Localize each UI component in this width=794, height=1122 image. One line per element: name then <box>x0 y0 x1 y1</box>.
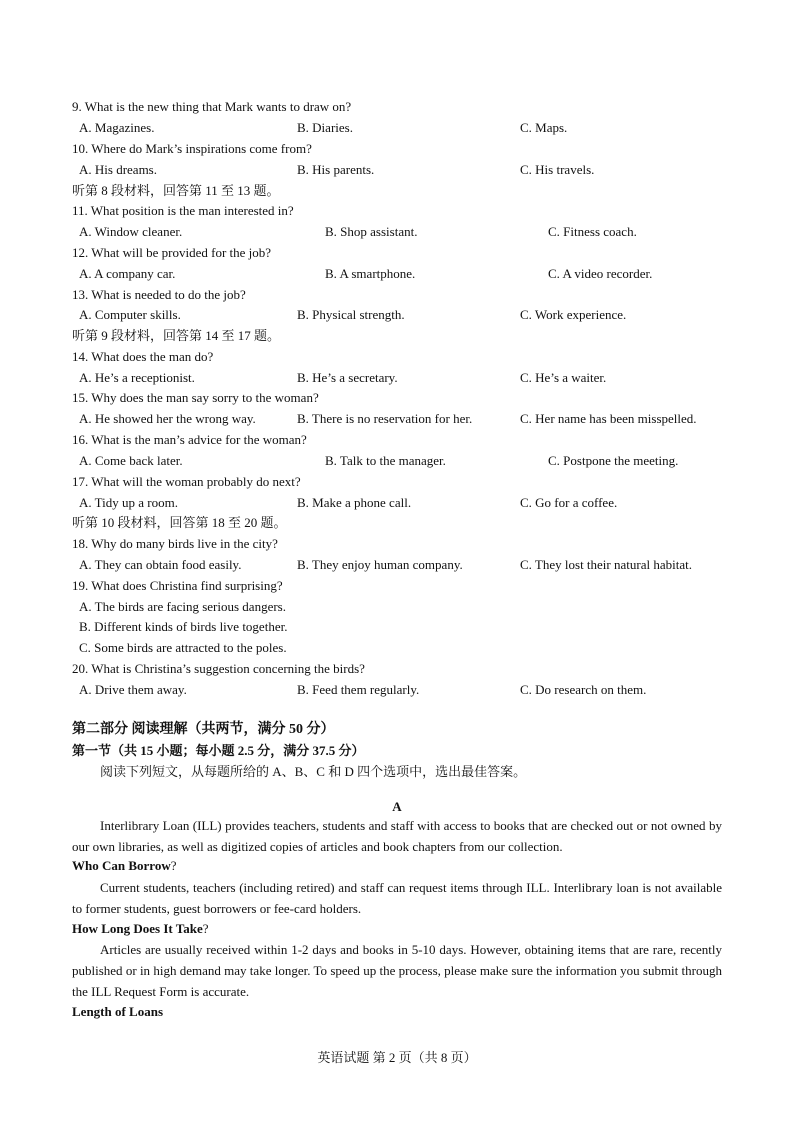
q13-option-b: B. Physical strength. <box>297 307 405 322</box>
q19-option-c: C. Some birds are attracted to the poles. <box>79 640 287 655</box>
question-14: 14. What does the man do? <box>72 349 214 364</box>
q19-option-a: A. The birds are facing serious dangers. <box>79 599 286 614</box>
heading-who-can-borrow-text: Who Can Borrow <box>72 858 171 873</box>
q12-option-c: C. A video recorder. <box>548 266 653 281</box>
q11-option-b: B. Shop assistant. <box>325 224 418 239</box>
part2-title: 第二部分 阅读理解（共两节，满分 50 分） <box>72 722 335 737</box>
passage-label: A <box>392 799 402 814</box>
heading-how-long-text: How Long Does It Take <box>72 921 203 936</box>
q13-option-c: C. Work experience. <box>520 307 627 322</box>
q18-option-c: C. They lost their natural habitat. <box>520 557 692 572</box>
directions: 阅读下列短文，从每题所给的 A、B、C 和 D 四个选项中，选出最佳答案。 <box>100 764 527 779</box>
q16-option-a: A. Come back later. <box>79 453 183 468</box>
question-9: 9. What is the new thing that Mark wants to draw on? <box>72 99 352 114</box>
question-17: 17. What will the woman probably do next? <box>72 474 301 489</box>
instruction-10: 听第 10 段材料，回答第 18 至 20 题。 <box>72 515 287 530</box>
q20-option-a: A. Drive them away. <box>79 682 187 697</box>
instruction-9: 听第 9 段材料，回答第 14 至 17 题。 <box>72 328 281 343</box>
q10-option-a: A. His dreams. <box>79 162 157 177</box>
q12-option-a: A. A company car. <box>79 266 176 281</box>
q17-option-c: C. Go for a coffee. <box>520 495 618 510</box>
q13-option-a: A. Computer skills. <box>79 307 181 322</box>
question-10: 10. Where do Mark’s inspirations come from? <box>72 141 312 156</box>
q11-option-c: C. Fitness coach. <box>548 224 637 239</box>
question-18: 18. Why do many birds live in the city? <box>72 536 278 551</box>
passage-paragraph-1: Interlibrary Loan (ILL) provides teachers, students and staff with access to books that are checked out or not owned by our own libraries, as well as digitized copies of articles and book chapters from our collection. <box>72 818 722 854</box>
q17-option-a: A. Tidy up a room. <box>79 495 178 510</box>
q9-option-b: B. Diaries. <box>297 120 353 135</box>
question-20: 20. What is Christina’s suggestion concerning the birds? <box>72 661 365 676</box>
question-16: 16. What is the man’s advice for the woman? <box>72 432 307 447</box>
q19-option-b: B. Different kinds of birds live together. <box>79 619 288 634</box>
q18-option-b: B. They enjoy human company. <box>297 557 463 572</box>
q17-option-b: B. Make a phone call. <box>297 495 412 510</box>
q20-option-b: B. Feed them regularly. <box>297 682 420 697</box>
instruction-8: 听第 8 段材料，回答第 11 至 13 题。 <box>72 183 280 198</box>
q14-option-b: B. He’s a secretary. <box>297 370 398 385</box>
question-15: 15. Why does the man say sorry to the woman? <box>72 390 319 405</box>
heading-length-of-loans: Length of Loans <box>72 1004 164 1019</box>
heading-who-can-borrow <box>72 857 177 875</box>
heading-how-long-mark: ? <box>202 921 209 936</box>
question-12: 12. What will be provided for the job? <box>72 245 272 260</box>
q16-option-c: C. Postpone the meeting. <box>548 453 679 468</box>
passage-paragraph-3: Articles are usually received within 1-2 days and books in 5-10 days. However, obtaining items that are rare, recently published or in high demand may take longer. To speed up the process, please make sure the information you submit through the ILL Request Form is accurate. <box>72 942 722 999</box>
q15-option-c: C. Her name has been misspelled. <box>520 411 697 426</box>
question-19: 19. What does Christina find surprising? <box>72 578 283 593</box>
question-11: 11. What position is the man interested in? <box>72 203 294 218</box>
heading-who-can-borrow-mark: ? <box>170 858 177 873</box>
q12-option-b: B. A smartphone. <box>325 266 416 281</box>
q9-option-a: A. Magazines. <box>79 120 155 135</box>
section1-title: 第一节（共 15 小题；每小题 2.5 分，满分 37.5 分） <box>72 743 365 758</box>
page-footer: 英语试题 第 2 页（共 8 页） <box>317 1050 477 1065</box>
q20-option-c: C. Do research on them. <box>520 682 647 697</box>
heading-how-long <box>72 920 209 938</box>
q14-option-a: A. He’s a receptionist. <box>79 370 195 385</box>
q11-option-a: A. Window cleaner. <box>79 224 183 239</box>
q10-option-c: C. His travels. <box>520 162 595 177</box>
question-13: 13. What is needed to do the job? <box>72 287 246 302</box>
q9-option-c: C. Maps. <box>520 120 568 135</box>
q15-option-a: A. He showed her the wrong way. <box>79 411 256 426</box>
passage-paragraph-2: Current students, teachers (including retired) and staff can request items through ILL. Interlibrary loan is not available to former students, guest borrowers or fee-card holders. <box>72 880 722 916</box>
q18-option-a: A. They can obtain food easily. <box>79 557 242 572</box>
q14-option-c: C. He’s a waiter. <box>520 370 607 385</box>
q16-option-b: B. Talk to the manager. <box>325 453 446 468</box>
q10-option-b: B. His parents. <box>297 162 375 177</box>
q15-option-b: B. There is no reservation for her. <box>297 411 473 426</box>
